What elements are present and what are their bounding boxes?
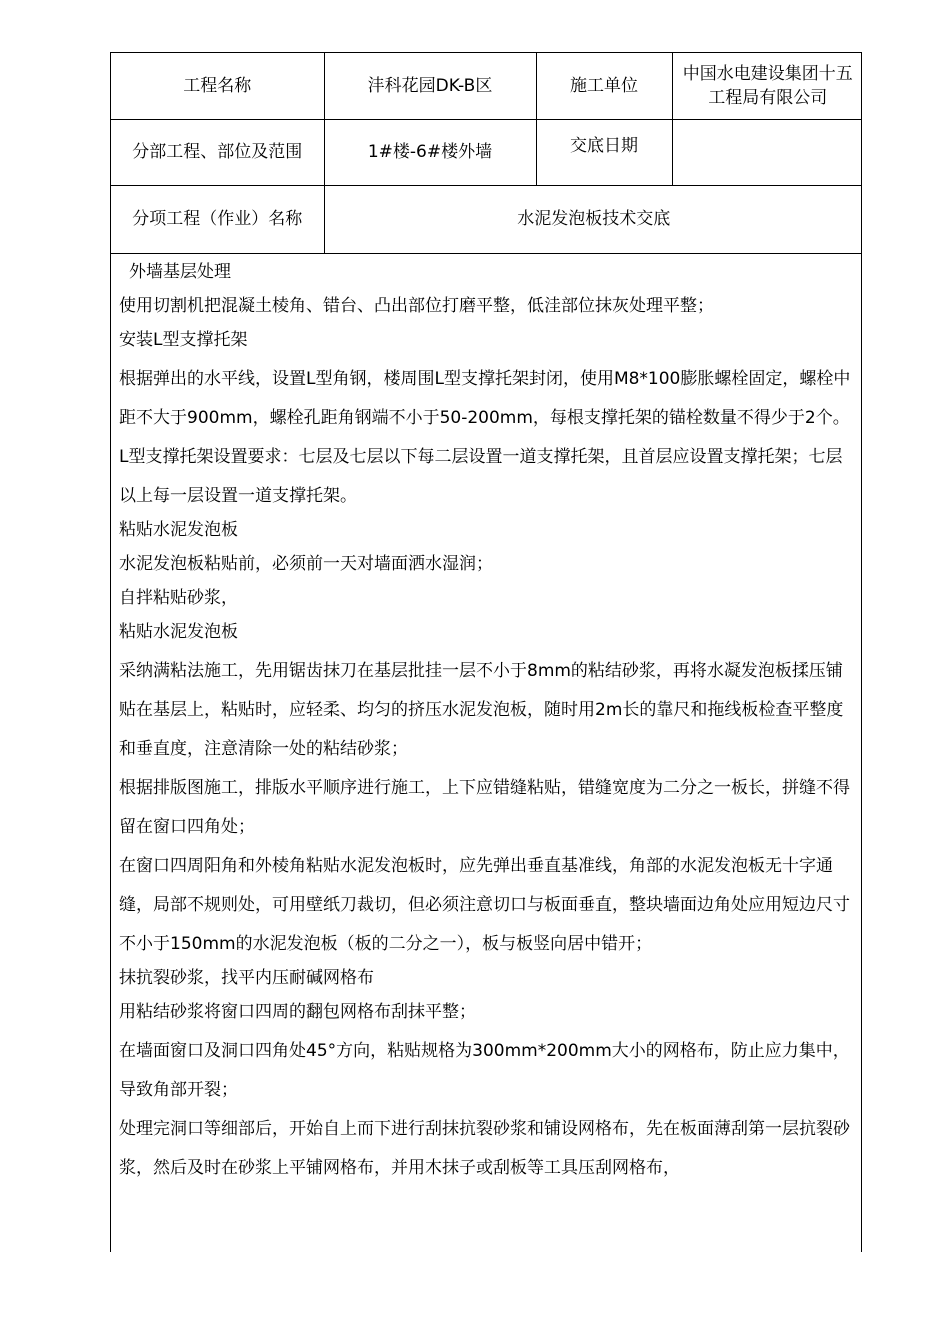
subitem-label: 分项工程（作业）名称 xyxy=(111,185,324,253)
form-header-table xyxy=(111,53,862,254)
header-row-project xyxy=(111,53,862,119)
paragraph: 根据排版图施工，排版水平顺序进行施工，上下应错缝粘贴，错缝宽度为二分之一板长，拼缝不得留在窗口四角处； xyxy=(119,777,850,837)
paragraph: 自拌粘贴砂浆， xyxy=(119,587,238,608)
disclosure-form xyxy=(110,52,862,1252)
disclosure-content xyxy=(111,254,861,1188)
project-name-value: 沣科花园DK-B区 xyxy=(324,53,536,119)
date-value xyxy=(672,119,862,185)
paragraph: 使用切割机把混凝土棱角、错台、凸出部位打磨平整，低洼部位抹灰处理平整； xyxy=(119,295,714,316)
division-value: 1#楼-6#楼外墙 xyxy=(324,119,536,185)
contractor-value: 中国水电建设集团十五工程局有限公司 xyxy=(672,53,862,119)
division-label: 分部工程、部位及范围 xyxy=(111,119,324,185)
paragraph: 处理完洞口等细部后，开始自上而下进行刮抹抗裂砂浆和铺设网格布，先在板面薄刮第一层抗裂砂浆，然后及时在砂浆上平铺网格布，并用木抹子或刮板等工具压刮网格布， xyxy=(119,1118,850,1178)
section-heading: 抹抗裂砂浆，找平内压耐碱网格布 xyxy=(119,967,374,988)
header-row-division xyxy=(111,119,862,185)
paragraph: 水泥发泡板粘贴前，必须前一天对墙面洒水湿润； xyxy=(119,553,493,574)
section-heading: 安装L型支撑托架 xyxy=(119,329,248,350)
paragraph: 根据弹出的水平线，设置L型角钢，楼周围L型支撑托架封闭，使用M8*100膨胀螺栓固定，螺栓中距不大于900mm，螺栓孔距角钢端不小于50-200mm，每根支撑托架的锚栓数量不得少于2个。L型支撑托架设置要求：七层及七层以下每二层设置一道支撑托架，且首层应设置支撑托架；七层以上每一层设置一道支撑托架。 xyxy=(119,368,851,506)
header-row-subitem xyxy=(111,185,862,253)
project-name-label: 工程名称 xyxy=(111,53,324,119)
subitem-value: 水泥发泡板技术交底 xyxy=(324,185,862,253)
paragraph: 在墙面窗口及洞口四角处45°方向，粘贴规格为300mm*200mm大小的网格布，防止应力集中，导致角部开裂； xyxy=(119,1040,850,1100)
date-label: 交底日期 xyxy=(536,119,672,185)
paragraph: 用粘结砂浆将窗口四周的翻包网格布刮抹平整； xyxy=(119,1001,476,1022)
paragraph: 在窗口四周阳角和外棱角粘贴水泥发泡板时，应先弹出垂直基准线，角部的水泥发泡板无十字通缝，局部不规则处，可用壁纸刀裁切，但必须注意切口与板面垂直，整块墙面边角处应用短边尺寸不小于150mm的水泥发泡板（板的二分之一），板与板竖向居中错开； xyxy=(119,855,850,954)
contractor-label: 施工单位 xyxy=(536,53,672,119)
section-heading: 粘贴水泥发泡板 xyxy=(119,519,238,540)
section-heading: 粘贴水泥发泡板 xyxy=(119,621,238,642)
paragraph: 采纳满粘法施工，先用锯齿抹刀在基层批挂一层不小于8mm的粘结砂浆，再将水凝发泡板揉压铺贴在基层上，粘贴时，应轻柔、均匀的挤压水泥发泡板，随时用2m长的靠尺和拖线板检查平整度和垂直度，注意清除一处的粘结砂浆； xyxy=(119,660,844,759)
section-heading: 外墙基层处理 xyxy=(129,261,231,282)
